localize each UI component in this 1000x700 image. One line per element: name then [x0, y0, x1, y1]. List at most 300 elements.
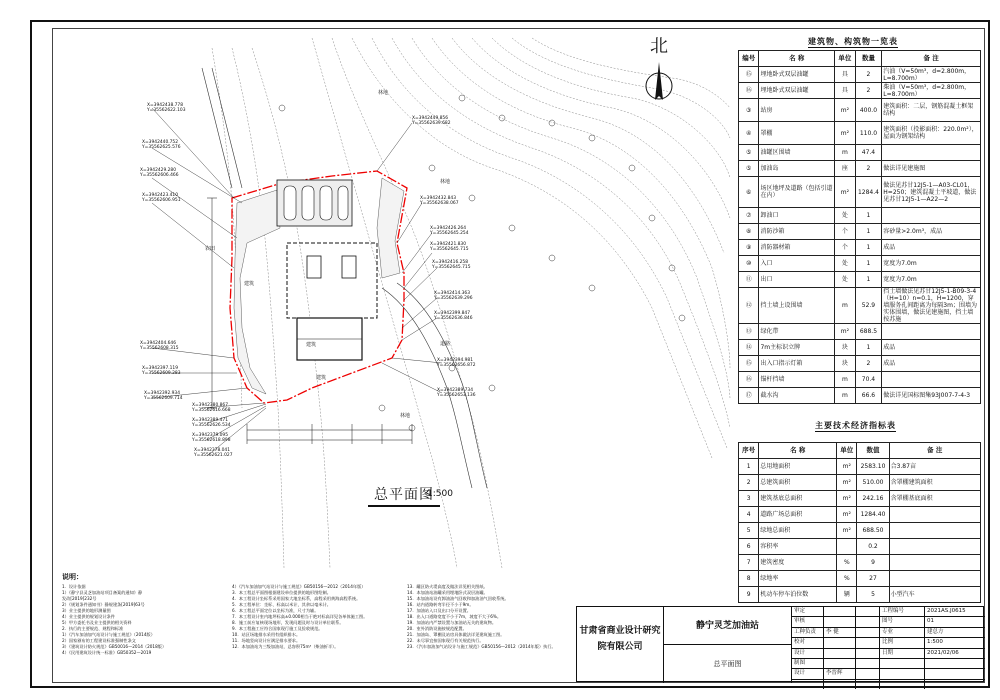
title-block-cell	[824, 607, 856, 616]
table-cell: 52.9	[855, 288, 882, 324]
table-cell: 容积率	[759, 539, 837, 555]
table-cell: 7	[739, 555, 759, 571]
note-line: 15．本加油站设有卸油油气回收和加油油气回收系统。	[407, 596, 509, 601]
notes-column	[232, 584, 392, 650]
table-cell: 510.00	[857, 475, 889, 491]
table-cell: 2	[855, 83, 882, 99]
table-cell: 挡土墙做法见苏甘12J5-1-B09-3-4（H=10）n=0.1，H=1200，穿墙服务孔间距离为每隔3m；围墙为实体围墙，做法见建施图，挡土墙按苏施	[882, 288, 981, 324]
note-line: 3．本工程总平面图根据建设单位提供的地形图绘制。	[232, 590, 331, 595]
table-cell	[882, 145, 981, 161]
title-block-cell	[824, 638, 856, 647]
table-cell: m²	[837, 491, 857, 507]
note-line: 19．加油站内严禁设置与加油站无关的建筑物。	[407, 620, 497, 625]
table-header: 单位	[835, 51, 855, 67]
table-cell: m²	[837, 459, 857, 475]
coordinate-label: X=3942414.363 Y=35562639.296	[434, 291, 473, 301]
table-cell: 含罩棚建筑面积	[889, 475, 980, 491]
title-block-cell	[856, 680, 880, 689]
title-block-cell	[856, 628, 880, 637]
title-block-cell: 制图	[792, 659, 824, 668]
note-line: 5．本工程单位：坐标、标高以米计，其余以毫米计。	[232, 602, 331, 607]
site-label: 林地	[440, 179, 451, 185]
table-row	[739, 372, 981, 388]
table-row	[739, 571, 981, 587]
table-cell: 加油岛	[759, 161, 835, 177]
table-cell: ⑫	[739, 288, 759, 324]
coordinate-label: X=3942432.843 Y=35562638.067	[420, 196, 459, 206]
table-cell: 2	[855, 356, 882, 372]
table-cell: 绿地总面积	[759, 523, 837, 539]
title-block-cell: 设计	[792, 669, 824, 678]
canopy	[287, 243, 377, 318]
table-cell: ⑩	[739, 256, 759, 272]
title-block-cell	[856, 669, 880, 678]
note-line: 4）《汽车加油加气站设计与施工规范》GB50156—2012（2014年版）	[232, 584, 366, 589]
coordinate-label: X=3942429.280 Y=35562606.466	[140, 168, 179, 178]
table-cell: 道路广场总面积	[759, 507, 837, 523]
title-block-cell	[856, 649, 880, 658]
table-cell: 0.2	[857, 539, 889, 555]
table-row	[739, 539, 981, 555]
forest-symbols	[279, 95, 685, 431]
table-cell: ⑮	[739, 67, 759, 83]
table-cell: m²	[837, 507, 857, 523]
coordinate-label: X=3942449.856 Y=35562639.682	[412, 116, 451, 126]
table-cell: 做法详见建施图	[882, 161, 981, 177]
table-cell: 688.5	[855, 324, 882, 340]
title-block-cell: 李 健	[824, 628, 856, 637]
note-line: 7．本工程设计室内地坪标高±0.000相当于绝对标高详见各单体施工图。	[232, 614, 368, 619]
table-cell: 出口	[759, 272, 835, 288]
note-line: 4）《民用建筑设计统一标准》GB50352—2019	[62, 650, 152, 655]
coordinate-label: X=3942440.752 Y=35562625.576	[142, 140, 181, 150]
table-cell	[889, 555, 980, 571]
coordinate-label: X=3942392.934 Y=35562609.714	[144, 391, 183, 401]
title-block-cell	[824, 680, 856, 689]
title-block-cell: 2021/02/06	[927, 649, 959, 656]
site-label: 建筑	[306, 342, 317, 348]
table-cell: 成品	[882, 340, 981, 356]
table-cell: 3	[739, 491, 759, 507]
table-row	[739, 161, 981, 177]
table-cell: 1	[855, 272, 882, 288]
table-row	[739, 288, 981, 324]
title-block-row	[792, 680, 985, 689]
table-cell: 站房	[759, 99, 835, 122]
table-cell: 4	[739, 507, 759, 523]
table-cell: 27	[857, 571, 889, 587]
note-line: 1）《静宁县灵芝加油站项目备案的通知》静	[62, 590, 143, 595]
table-cell: ⑥	[739, 177, 759, 208]
table-header: 序号	[739, 443, 759, 459]
note-line: 3）业主提供的地形测量图	[62, 608, 111, 613]
table-cell: 242.16	[857, 491, 889, 507]
site-label: 建筑	[316, 375, 327, 381]
table-row	[739, 145, 981, 161]
table-row	[739, 208, 981, 224]
table-cell: 具	[835, 67, 855, 83]
table-cell: m²	[835, 99, 855, 122]
table-cell: 9	[857, 555, 889, 571]
coordinate-label: X=3942380.867 Y=35562616.668	[192, 403, 231, 413]
title-block-row	[792, 628, 985, 638]
site-label: 林地	[378, 90, 389, 96]
table-row	[739, 388, 981, 404]
table-cell: 处	[835, 208, 855, 224]
title-block-cell: 1:500	[927, 639, 943, 646]
title-block-cell	[925, 659, 985, 668]
coordinate-label: X=3942378.041 Y=35562621.027	[194, 448, 233, 458]
title-block-cell	[856, 607, 880, 616]
table-cell	[882, 372, 981, 388]
table-row	[739, 256, 981, 272]
note-line: 3）《建筑设计防火规范》GB50016—2014（2018版）	[62, 644, 167, 649]
table-cell: ⑰	[739, 388, 759, 404]
title-block-cell	[856, 617, 880, 626]
coordinate-label: X=3942389.471 Y=35562626.534	[192, 418, 231, 428]
note-line: 1）《汽车加油加气站设计与施工规范》（2014版）	[62, 632, 155, 637]
notes-title: 说明：	[62, 573, 83, 581]
title-block-cell	[925, 680, 985, 689]
table-cell: 含罩棚基底面积	[889, 491, 980, 507]
table-cell: 场区地坪及道路（包括引道在内）	[759, 177, 835, 208]
coordinate-label: X=3942421.830 Y=35562645.715	[430, 242, 469, 252]
title-block-cell	[880, 680, 925, 689]
table-cell: ⑭	[739, 340, 759, 356]
table-cell: m²	[837, 475, 857, 491]
table-cell: 埋地卧式双层油罐	[759, 83, 835, 99]
title-block-cell: 校对	[792, 638, 824, 647]
table-cell: ⑨	[739, 240, 759, 256]
table-cell	[837, 539, 857, 555]
site-label: 农田	[205, 246, 216, 252]
table-cell: ⑮	[739, 356, 759, 372]
title-block-cell	[824, 617, 856, 626]
table-row	[739, 83, 981, 99]
table-cell: ⑯	[739, 83, 759, 99]
table-cell: 个	[835, 224, 855, 240]
table-row	[739, 272, 981, 288]
coordinate-label: X=3942404.646 Y=35562608.315	[140, 341, 179, 351]
table-cell: 机动车停车泊位数	[759, 587, 837, 603]
table-header: 数值	[857, 443, 889, 459]
table-cell: 辆	[837, 587, 857, 603]
title-block-cell	[824, 659, 856, 668]
title-block-cell: 工程编号	[880, 607, 925, 616]
title-block-cell: 01	[927, 618, 934, 625]
plan-title: 总平面图	[368, 484, 440, 507]
table-cell: 2	[855, 161, 882, 177]
table-cell: 合3.87亩	[889, 459, 980, 475]
table-cell: ⑧	[739, 224, 759, 240]
table-cell: 1284.40	[857, 507, 889, 523]
table-row	[739, 587, 981, 603]
table-cell: 2	[855, 67, 882, 83]
title-block-cell: 2021AS.J0615	[927, 608, 966, 614]
note-line: 6．本工程总平面定位以坐标为准，尺寸为辅。	[232, 608, 319, 613]
note-line: 13．罐区防火堤高度及做法详见相关图纸。	[407, 584, 488, 589]
table-cell	[889, 507, 980, 523]
note-line: 2）《规划条件通知书》静规建条[2019]63号	[62, 602, 145, 607]
note-line: 17．加油站入口及出口分开设置。	[407, 608, 471, 613]
title-block-cell: 图号	[880, 617, 925, 626]
table-header: 编号	[739, 51, 759, 67]
table-cell: 个	[835, 240, 855, 256]
table-cell: 688.50	[857, 523, 889, 539]
site-label: 林地	[400, 413, 411, 419]
tech-table	[738, 442, 981, 603]
title-block-row	[792, 669, 985, 679]
title-block-cell: 审核	[792, 617, 824, 626]
fuel-island-2	[342, 256, 356, 278]
table-cell: 罩棚	[759, 122, 835, 145]
table-row	[739, 507, 981, 523]
table-cell: 做法详见国标图集93J007-7-4-3	[882, 388, 981, 404]
note-line: 21．加油岛、罩棚及站房具体做法详见建筑施工图。	[407, 632, 505, 637]
table-cell: 总用地面积	[759, 459, 837, 475]
table-cell: 1	[855, 224, 882, 240]
table-cell	[889, 571, 980, 587]
note-line: 14．本加油站油罐采用埋地卧式双层油罐。	[407, 590, 488, 595]
table-cell: 块	[835, 356, 855, 372]
table-cell: 卸油口	[759, 208, 835, 224]
table-cell: 绿化带	[759, 324, 835, 340]
table-row	[739, 67, 981, 83]
table-cell: 建筑密度	[759, 555, 837, 571]
table-cell: 截水沟	[759, 388, 835, 404]
title-block	[576, 606, 984, 682]
table-row	[739, 324, 981, 340]
table-cell: 油罐区围墙	[759, 145, 835, 161]
buildings-table-title: 建筑物、构筑物一览表	[808, 37, 898, 46]
company-name: 甘肃省商业设计研究院有限公司	[577, 607, 664, 683]
table-cell: m²	[835, 177, 855, 208]
title-block-cell: 比例	[880, 638, 925, 647]
table-row	[739, 475, 981, 491]
table-cell: 5	[739, 523, 759, 539]
title-block-row	[792, 638, 985, 648]
table-cell: 1	[855, 256, 882, 272]
coordinate-label: X=3942426.264 Y=35562645.254	[430, 226, 469, 236]
note-line: 9．本工程施工应符合国家现行施工及验收规范。	[232, 626, 323, 631]
table-cell: 66.6	[855, 388, 882, 404]
title-block-row	[792, 617, 985, 627]
title-block-cell: 建总方	[927, 628, 944, 635]
north-arrow-icon	[644, 60, 674, 110]
table-row	[739, 459, 981, 475]
table-cell: 宽度为7.0m	[882, 256, 981, 272]
title-block-cell: 工种负责	[792, 628, 824, 637]
table-cell: 1	[855, 208, 882, 224]
contour-lines	[212, 38, 730, 568]
table-cell: 小型汽车	[889, 587, 980, 603]
note-line: 12．本加油站为三级加油站，总容积75m³（柴油折半）。	[232, 644, 339, 649]
notes-column	[62, 584, 212, 656]
table-cell	[889, 523, 980, 539]
title-block-row	[792, 659, 985, 669]
table-cell: 400.0	[855, 99, 882, 122]
title-block-cell	[880, 659, 925, 668]
table-cell: m²	[835, 324, 855, 340]
coordinate-label: X=3942416.258 Y=35562645.715	[432, 260, 471, 270]
table-cell: 1284.4	[855, 177, 882, 208]
table-cell: %	[837, 571, 857, 587]
table-cell: 9	[739, 587, 759, 603]
coordinate-label: X=3942423.410 Y=35562606.951	[142, 193, 181, 203]
table-cell: m	[835, 288, 855, 324]
title-block-cell	[925, 669, 985, 678]
table-cell: 容砂量>2.0m³，成品	[882, 224, 981, 240]
title-block-cell: 日期	[880, 649, 925, 658]
table-cell: m	[835, 372, 855, 388]
table-cell	[882, 208, 981, 224]
table-cell: 宽度为7.0m	[882, 272, 981, 288]
table-cell	[882, 324, 981, 340]
table-cell: ④	[739, 122, 759, 145]
table-cell: ⑦	[739, 208, 759, 224]
table-cell: 1	[855, 240, 882, 256]
note-line: 4）业主提供的规划设计条件	[62, 614, 115, 619]
table-cell: 做法见苏甘12J5-1—A03-CL01，H=250；建筑混凝土平坡道，做法见苏甘12J5-1—A22—2	[882, 177, 981, 208]
note-line: 发改[2019]232号	[62, 596, 97, 601]
table-cell: 建筑基底总面积	[759, 491, 837, 507]
table-header: 备 注	[889, 443, 980, 459]
table-cell: m	[835, 145, 855, 161]
table-cell: 消防沙箱	[759, 224, 835, 240]
note-line: 5）甲方委托书及业主提供的相关资料	[62, 620, 132, 625]
table-cell: 1	[739, 459, 759, 475]
coordinate-label: X=3942394.981 Y=35562656.872	[437, 358, 476, 368]
table-cell: ③	[739, 99, 759, 122]
table-cell: 出入口指示灯箱	[759, 356, 835, 372]
title-block-cell: 审定	[792, 607, 824, 616]
title-block-row	[792, 607, 985, 617]
drawing-name: 总平面图	[664, 645, 792, 683]
table-cell: 处	[835, 256, 855, 272]
table-header: 备 注	[882, 51, 981, 67]
table-row	[739, 122, 981, 145]
title-block-cell: 专业	[880, 628, 925, 637]
note-line: 4．本工程设计坐标系采用国家大地坐标系，高程采用黄海高程系统。	[232, 596, 361, 601]
table-cell: 2	[739, 475, 759, 491]
table-cell: 70.4	[855, 372, 882, 388]
table-cell: 5	[857, 587, 889, 603]
coordinate-label: X=3942399.847 Y=35562636.846	[434, 311, 473, 321]
table-cell: 6	[739, 539, 759, 555]
table-row	[739, 491, 981, 507]
table-row	[739, 340, 981, 356]
table-row	[739, 177, 981, 208]
title-block-cell	[856, 659, 880, 668]
table-cell: 绿地率	[759, 571, 837, 587]
table-header: 单位	[837, 443, 857, 459]
table-cell	[889, 539, 980, 555]
table-cell: 具	[835, 83, 855, 99]
table-cell: ⑤	[739, 161, 759, 177]
table-row	[739, 99, 981, 122]
buildings-table	[738, 50, 981, 404]
title-block-cell	[856, 638, 880, 647]
note-line: 18．出入口道路宽度不小于7m，坡度不大于6%。	[407, 614, 502, 619]
table-cell: 8	[739, 571, 759, 587]
coordinate-label: X=3942438.778 Y=35562622.103	[147, 103, 186, 113]
table-cell: 成品	[882, 240, 981, 256]
table-cell: m²	[837, 523, 857, 539]
coordinate-label: X=3942379.095 Y=35562618.898	[192, 433, 231, 443]
note-line: 2．执行的主要规范、规程和标准	[62, 626, 124, 631]
table-header: 数量	[855, 51, 882, 67]
table-cell: 块	[835, 340, 855, 356]
table-cell: 汽油（V=50m³，d=2.800m，L=8.700m）	[882, 67, 981, 83]
title-block-cell	[824, 649, 856, 658]
note-line: 20．室外消防设施按规范配置。	[407, 626, 467, 631]
table-header: 名 称	[759, 51, 835, 67]
title-block-row	[792, 649, 985, 659]
table-cell: 锚杆挡墙	[759, 372, 835, 388]
table-cell: m²	[835, 122, 855, 145]
table-cell: 入口	[759, 256, 835, 272]
note-line: 2）国家颁布的工程建设标准强制性条文	[62, 638, 136, 643]
table-cell: m	[835, 388, 855, 404]
table-cell: ⑪	[739, 272, 759, 288]
table-cell: ⑯	[739, 372, 759, 388]
title-block-rows	[792, 607, 985, 689]
project-name: 静宁灵芝加油站	[664, 607, 792, 645]
design-notes	[62, 573, 556, 674]
north-label: 北	[650, 36, 668, 57]
table-row	[739, 555, 981, 571]
title-block-cell: 李晋辉	[824, 669, 856, 678]
table-cell: ⑬	[739, 324, 759, 340]
table-cell: 挡土墙上设围墙	[759, 288, 835, 324]
table-cell: 1	[855, 340, 882, 356]
note-line: 8．施工前应复核现场地形，发现问题及时与设计单位联系。	[232, 620, 344, 625]
site-label: 道路	[440, 341, 451, 347]
table-cell: %	[837, 555, 857, 571]
tech-table-title: 主要技术经济指标表	[815, 421, 896, 430]
coordinate-label: X=3942389.734 Y=35562653.136	[437, 388, 476, 398]
table-cell: 110.0	[855, 122, 882, 145]
table-row	[739, 224, 981, 240]
title-block-cell	[880, 669, 925, 678]
note-line: 23．《汽车加油加气站设计与施工规范》GB50156—2012（2014年版）执行。	[407, 644, 556, 649]
table-cell: 建筑面积：二层，钢筋混凝土框架结构	[882, 99, 981, 122]
table-cell: 成品	[882, 356, 981, 372]
table-cell: 柴油（V=50m³，d=2.800m，L=8.700m）	[882, 83, 981, 99]
coordinate-label: X=3942397.119 Y=35562609.283	[142, 366, 181, 376]
table-header: 名 称	[759, 443, 837, 459]
title-block-cell	[792, 680, 824, 689]
note-line: 1．设计依据	[62, 584, 86, 589]
table-row	[739, 523, 981, 539]
note-line: 11．场地竖向设计应满足排水要求。	[232, 638, 301, 643]
fuel-island-1	[307, 256, 321, 278]
table-cell: ⑤	[739, 145, 759, 161]
table-cell: 7m主标识立牌	[759, 340, 835, 356]
table-cell: 建筑面积（投影面积：220.0m²），屋面为钢架结构	[882, 122, 981, 145]
note-line: 22．未尽事宜按国家现行有关规范执行。	[407, 638, 484, 643]
table-cell: 总建筑面积	[759, 475, 837, 491]
note-line: 10．站区场地排水采用有组织排水。	[232, 632, 301, 637]
note-line: 16．站内道路转弯半径不小于9m。	[407, 602, 474, 607]
site-label: 建筑	[244, 281, 255, 287]
table-row	[739, 240, 981, 256]
title-block-cell: 设计	[792, 649, 824, 658]
notes-column	[407, 584, 567, 650]
table-row	[739, 356, 981, 372]
table-cell: 消防器材箱	[759, 240, 835, 256]
table-cell: 座	[835, 161, 855, 177]
